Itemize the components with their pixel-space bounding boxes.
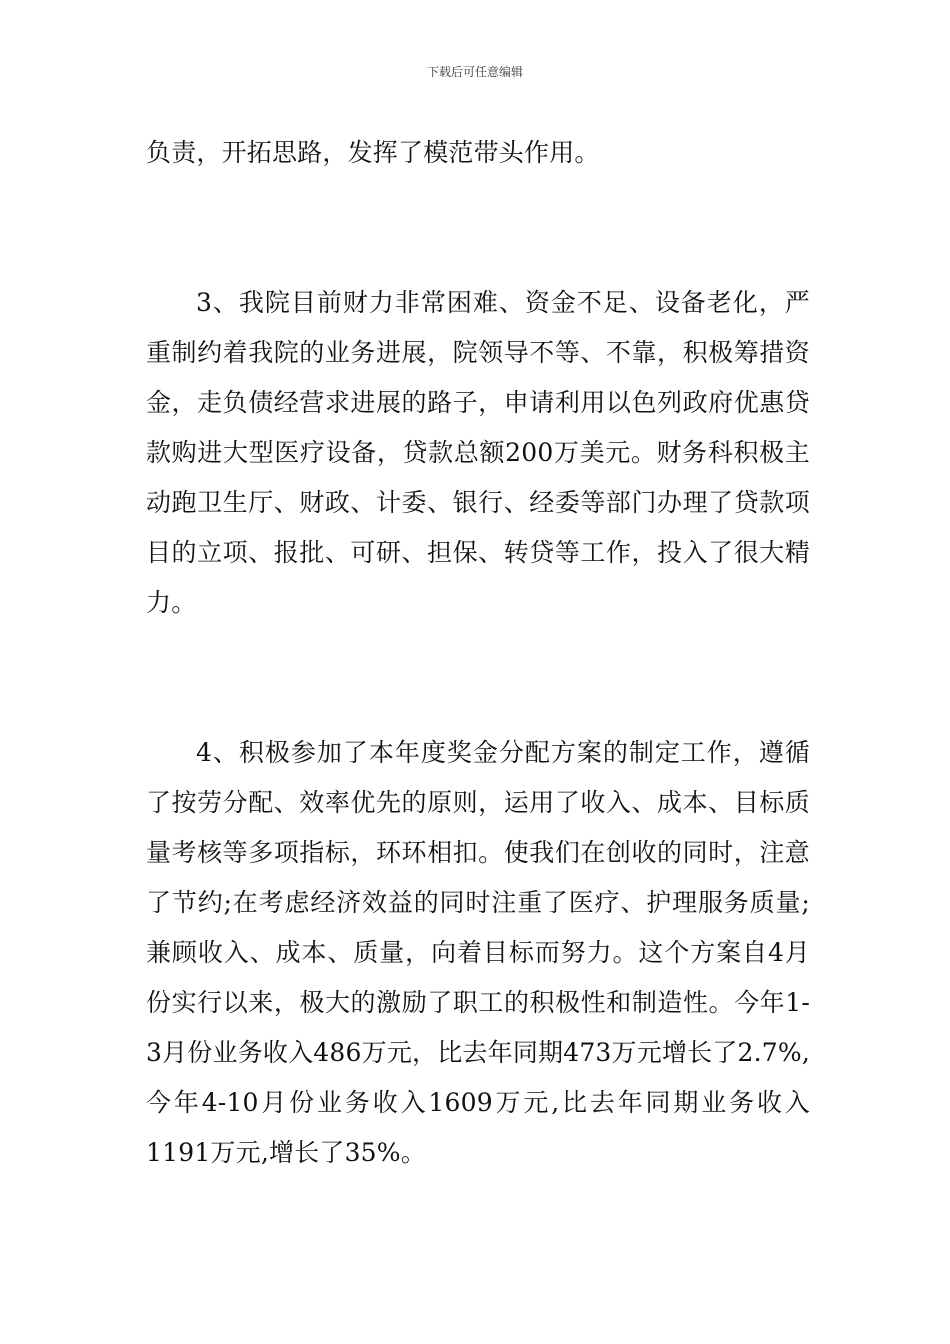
paragraph-gap [146,178,810,278]
paragraph-item-3: 3、我院目前财力非常困难、资金不足、设备老化，严重制约着我院的业务进展，院领导不等、不靠，积极筹措资金，走负债经营求进展的路子，申请利用以色列政府优惠贷款购进大型医疗设备，贷款总额200万美元。财务科积极主动跑卫生厅、财政、计委、银行、经委等部门办理了贷款项目的立项、报批、可研、担保、转贷等工作，投入了很大精力。 [146,288,810,617]
document-body [146,128,810,1178]
paragraph-item-4: 4、积极参加了本年度奖金分配方案的制定工作，遵循了按劳分配、效率优先的原则，运用了收入、成本、目标质量考核等多项指标，环环相扣。使我们在创收的同时，注意了节约;在考虑经济效益的同时注重了医疗、护理服务质量;兼顾收入、成本、质量，向着目标而努力。这个方案自4月份实行以来，极大的激励了职工的积极性和制造性。今年1-3月份业务收入486万元，比去年同期473万元增长了2.7%,今年4-10月份业务收入1609万元,比去年同期业务收入1191万元,增长了35%。 [146,738,811,1167]
paragraph-continuation: 负责，开拓思路，发挥了模范带头作用。 [146,138,600,167]
paragraph-gap [146,628,810,728]
page-header: 下载后可任意编辑 [426,65,523,79]
